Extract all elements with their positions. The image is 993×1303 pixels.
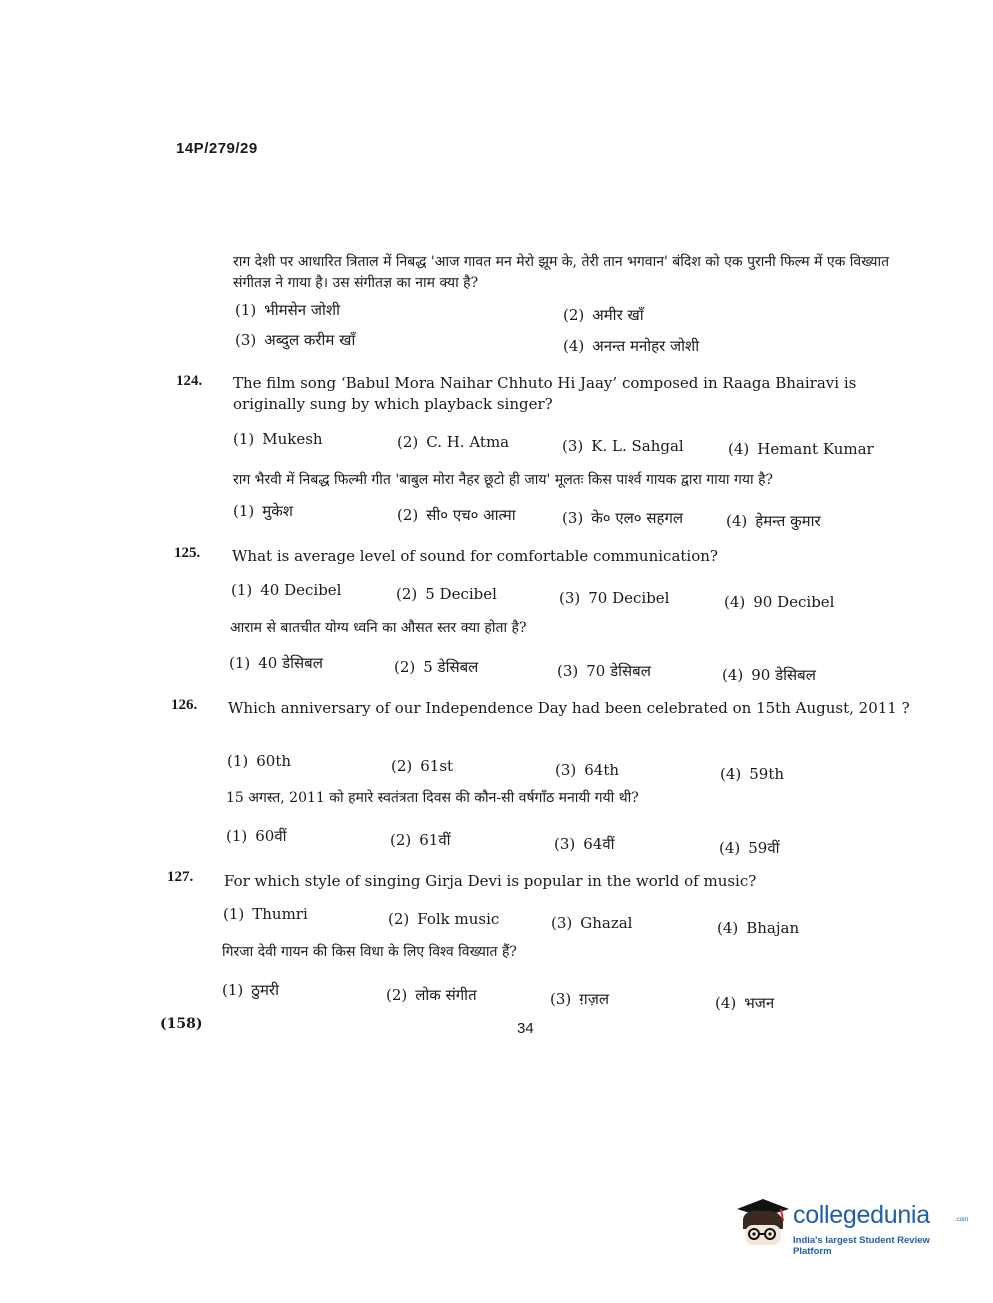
q125-option-1: (1) 40 Decibel	[231, 581, 342, 599]
q126-hindi-option-2: (2) 61वीं	[390, 831, 451, 849]
q127-hindi-option-1: (1) ठुमरी	[222, 981, 279, 999]
q127-option-4: (4) Bhajan	[717, 919, 800, 937]
q124-option-1: (1) Mukesh	[233, 430, 323, 448]
q124-text: The film song ‘Babul Mora Naihar Chhuto Hi Jaay’ composed in Raaga Bhairavi is originally sung by which playback singer?	[233, 374, 857, 413]
logo-tagline: India's largest Student Review Platform	[793, 1235, 930, 1257]
q126-hindi-option-4: (4) 59वीं	[719, 839, 780, 857]
q123-hindi-option-2: (2) अमीर खाँ	[563, 306, 644, 324]
q126-option-1: (1) 60th	[227, 752, 292, 770]
q125-number: 125.	[174, 545, 201, 561]
q123-hindi-option-1: (1) भीमसेन जोशी	[235, 301, 340, 319]
q125-option-2: (2) 5 Decibel	[396, 585, 497, 603]
footer-code: (158)	[160, 1016, 203, 1032]
q127-number: 127.	[167, 869, 194, 885]
collegedunia-logo	[733, 1195, 969, 1257]
q125-hindi-option-2: (2) 5 डेसिबल	[394, 658, 479, 676]
q126-hindi-option-3: (3) 64वीं	[554, 835, 615, 853]
q124-option-2: (2) C. H. Atma	[397, 433, 510, 451]
q125-text: What is average level of sound for comfortable communication?	[232, 547, 718, 565]
q123-hindi-text: राग देशी पर आधारित त्रिताल में निबद्ध 'आज गावत मन मेरो झूम के, तेरी तान भगवान' बंदिश को एक पुरानी फिल्म में एक विख्यात संगीतज्ञ ने गाया है। उस संगीतज्ञ का नाम क्या है?	[233, 254, 890, 291]
q126-hindi-option-1: (1) 60वीं	[226, 827, 287, 845]
q124-hindi-option-4: (4) हेमन्त कुमार	[726, 512, 821, 530]
q124-number: 124.	[176, 373, 203, 389]
page-number: 34	[517, 1020, 534, 1037]
q125-hindi-option-4: (4) 90 डेसिबल	[722, 666, 816, 684]
q126-hindi-text: 15 अगस्त, 2011 को हमारे स्वतंत्रता दिवस की कौन-सी वर्षगाँठ मनायी गयी थी?	[226, 790, 639, 806]
q127-option-2: (2) Folk music	[388, 910, 500, 928]
q125-hindi-option-3: (3) 70 डेसिबल	[557, 662, 651, 680]
q127-option-1: (1) Thumri	[223, 905, 308, 923]
q125-hindi-text: आराम से बातचीत योग्य ध्वनि का औसत स्तर क्या होता है?	[230, 620, 527, 636]
q127-hindi-text: गिरजा देवी गायन की किस विधा के लिए विश्व विख्यात हैं?	[222, 944, 517, 960]
logo-wordmark: collegedunia	[793, 1201, 930, 1229]
q127-hindi-option-3: (3) ग़ज़ल	[550, 990, 609, 1008]
q126-number: 126.	[171, 697, 198, 713]
q125-option-3: (3) 70 Decibel	[559, 589, 670, 607]
q124-hindi-option-1: (1) मुकेश	[233, 502, 293, 520]
q127-hindi-option-2: (2) लोक संगीत	[386, 986, 477, 1004]
q126-option-3: (3) 64th	[555, 761, 620, 779]
q123-hindi-option-3: (3) अब्दुल करीम खाँ	[235, 331, 356, 349]
q127-text: For which style of singing Girja Devi is popular in the world of music?	[224, 872, 757, 890]
q125-option-4: (4) 90 Decibel	[724, 593, 835, 611]
q123-hindi-option-4: (4) अनन्त मनोहर जोशी	[563, 337, 700, 355]
q124-hindi-option-2: (2) सी० एच० आत्मा	[397, 506, 516, 524]
q124-option-3: (3) K. L. Sahgal	[562, 437, 684, 455]
q126-option-4: (4) 59th	[720, 765, 785, 783]
q124-option-4: (4) Hemant Kumar	[728, 440, 874, 458]
mascot-icon	[733, 1195, 791, 1255]
q126-option-2: (2) 61st	[391, 757, 454, 775]
q124-hindi-option-3: (3) के० एल० सहगल	[562, 509, 684, 527]
q127-hindi-option-4: (4) भजन	[715, 994, 775, 1012]
q124-hindi-text: राग भैरवी में निबद्ध फिल्मी गीत 'बाबुल मोरा नैहर छूटो ही जाय' मूलतः किस पार्श्व गायक द्वारा गाया गया है?	[233, 472, 774, 488]
q127-option-3: (3) Ghazal	[551, 914, 633, 932]
page-code: 14P/279/29	[176, 140, 258, 157]
q125-hindi-option-1: (1) 40 डेसिबल	[229, 654, 323, 672]
logo-domain: .com	[955, 1217, 969, 1223]
q126-text: Which anniversary of our Independence Day had been celebrated on 15th August, 2011 ?	[228, 699, 910, 717]
